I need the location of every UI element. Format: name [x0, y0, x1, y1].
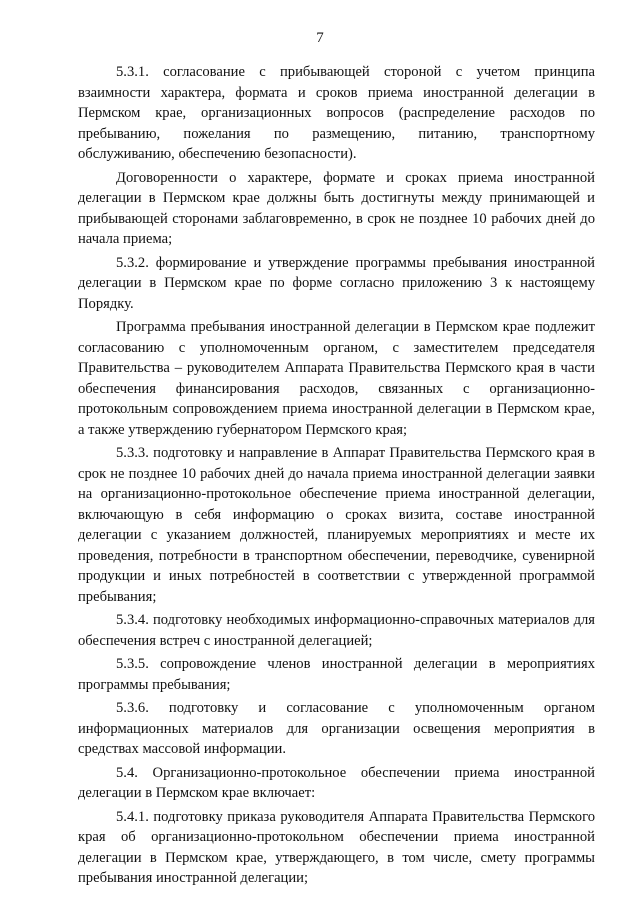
page-number: 7: [316, 30, 324, 46]
paragraph-5-3-2: 5.3.2. формирование и утверждение программы пребывания иностранной делегации в Пермском крае по форме согласно приложению 3 к настоящему Порядку.: [78, 254, 595, 312]
paragraph-5-3-4: 5.3.4. подготовку необходимых информационно-справочных материалов для обеспечения встреч с иностранной делегацией;: [78, 612, 595, 649]
paragraph-5-3-6: 5.3.6. подготовку и согласование с уполномоченным органом информационных материалов для организации освещения мероприятия в средствах массовой информации.: [78, 700, 595, 757]
document-body: [78, 62, 595, 892]
paragraph-5-3-1: 5.3.1. согласование с прибывающей стороной с учетом принципа взаимности характера, формата и сроков приема иностранной делегации в Пермском крае, организационных вопросов (распределение расходов по пребыванию, пожелания по размещению, питанию, транспортному обслуживанию, обеспечению безопасности).: [78, 64, 595, 162]
paragraph-5-3-5: 5.3.5. сопровождение членов иностранной делегации в мероприятиях программы пребывания;: [78, 656, 595, 693]
paragraph-program-approval: Программа пребывания иностранной делегации в Пермском крае подлежит согласованию с уполномоченным органом, с заместителем председателя Правительства – руководителем Аппарата Правительства Пермского края в части обеспечения финансирования расходов, связанных с организационно-протокольным сопровождением приема иностранной делегации в Пермском крае, а также утверждению губернатором Пермского края;: [78, 319, 595, 438]
paragraph-5-4-1: 5.4.1. подготовку приказа руководителя Аппарата Правительства Пермского края об организационно-протокольном обеспечении приема иностранной делегации в Пермском крае, утверждающего, в том числе, смету программы пребывания иностранной делегации;: [78, 808, 595, 886]
paragraph-agreements: Договоренности о характере, формате и сроках приема иностранной делегации в Пермском крае должны быть достигнуты между принимающей и прибывающей сторонами заблаговременно, в срок не позднее 10 рабочих дней до начала приема;: [78, 169, 595, 247]
paragraph-5-3-3: 5.3.3. подготовку и направление в Аппарат Правительства Пермского края в срок не позднее 10 рабочих дней до начала приема иностранной делегации заявки на организационно-протокольное обеспечение приема иностранной делегации, включающую в себя информацию о сроках визита, составе иностранной делегации с указанием должностей, планируемых мероприятиях и месте их проведения, потребности в транспортном обеспечении, переводчике, сувенирной продукции и иных потребностей в соответствии с утвержденной программой пребывания;: [78, 445, 595, 605]
paragraph-5-4: 5.4. Организационно-протокольное обеспечении приема иностранной делегации в Пермском крае включает:: [78, 764, 595, 801]
